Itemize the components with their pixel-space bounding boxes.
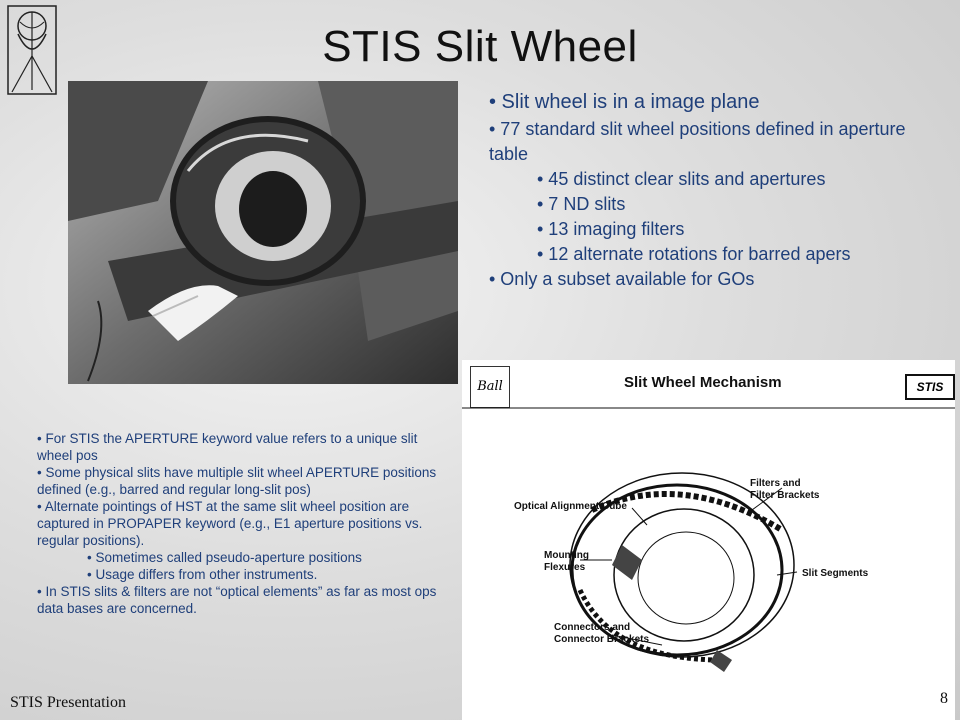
bullet-image-plane: • Slit wheel is in a image plane bbox=[489, 91, 760, 113]
note-optical-elements: • In STIS slits & filters are not “optical elements” as far as most ops data bases are concerned. bbox=[37, 584, 437, 616]
mechanism-drawing bbox=[462, 360, 955, 720]
label-slit-segments: Slit Segments bbox=[802, 568, 869, 579]
label-connectors: Connectors and Connector Brackets bbox=[554, 622, 650, 645]
label-mounting-flexures: Mounting Flexures bbox=[544, 550, 589, 573]
main-bullet-list bbox=[489, 90, 929, 292]
bullet-nd-slits: • 7 ND slits bbox=[537, 194, 626, 214]
notes-list bbox=[37, 430, 437, 617]
mechanism-diagram bbox=[462, 360, 955, 720]
bullet-barred-rotations: • 12 alternate rotations for barred apers bbox=[537, 244, 851, 264]
bullet-imaging-filters: • 13 imaging filters bbox=[537, 219, 685, 239]
note-usage-differs: • Usage differs from other instruments. bbox=[87, 567, 318, 582]
footer-presentation-label: STIS Presentation bbox=[10, 694, 126, 711]
page-number: 8 bbox=[940, 690, 948, 707]
ball-logo: Ball bbox=[470, 366, 510, 408]
bullet-77-positions: • 77 standard slit wheel positions defined in aperture table bbox=[489, 119, 906, 164]
label-filters: Filters and Filter Brackets bbox=[750, 478, 820, 501]
slide-title: STIS Slit Wheel bbox=[322, 22, 638, 71]
slit-wheel-photo bbox=[68, 81, 458, 384]
bullet-subset-gos: • Only a subset available for GOs bbox=[489, 269, 755, 289]
stis-badge: STIS bbox=[905, 374, 955, 400]
bullet-clear-slits: • 45 distinct clear slits and apertures bbox=[537, 169, 826, 189]
note-aperture-keyword: • For STIS the APERTURE keyword value refers to a unique slit wheel pos bbox=[37, 431, 418, 463]
note-pseudo-aperture: • Sometimes called pseudo-aperture positions bbox=[87, 550, 362, 565]
diagram-title: Slit Wheel Mechanism bbox=[624, 374, 782, 391]
label-alignment-cube: Optical Alignment Cube bbox=[514, 501, 627, 512]
note-multiple-positions: • Some physical slits have multiple slit wheel APERTURE positions defined (e.g., barred and regular long-slit pos) bbox=[37, 465, 437, 497]
note-propaper: • Alternate pointings of HST at the same slit wheel position are captured in PROPAPER keyword (e.g., E1 aperture positions vs. regular positions). bbox=[37, 499, 423, 548]
